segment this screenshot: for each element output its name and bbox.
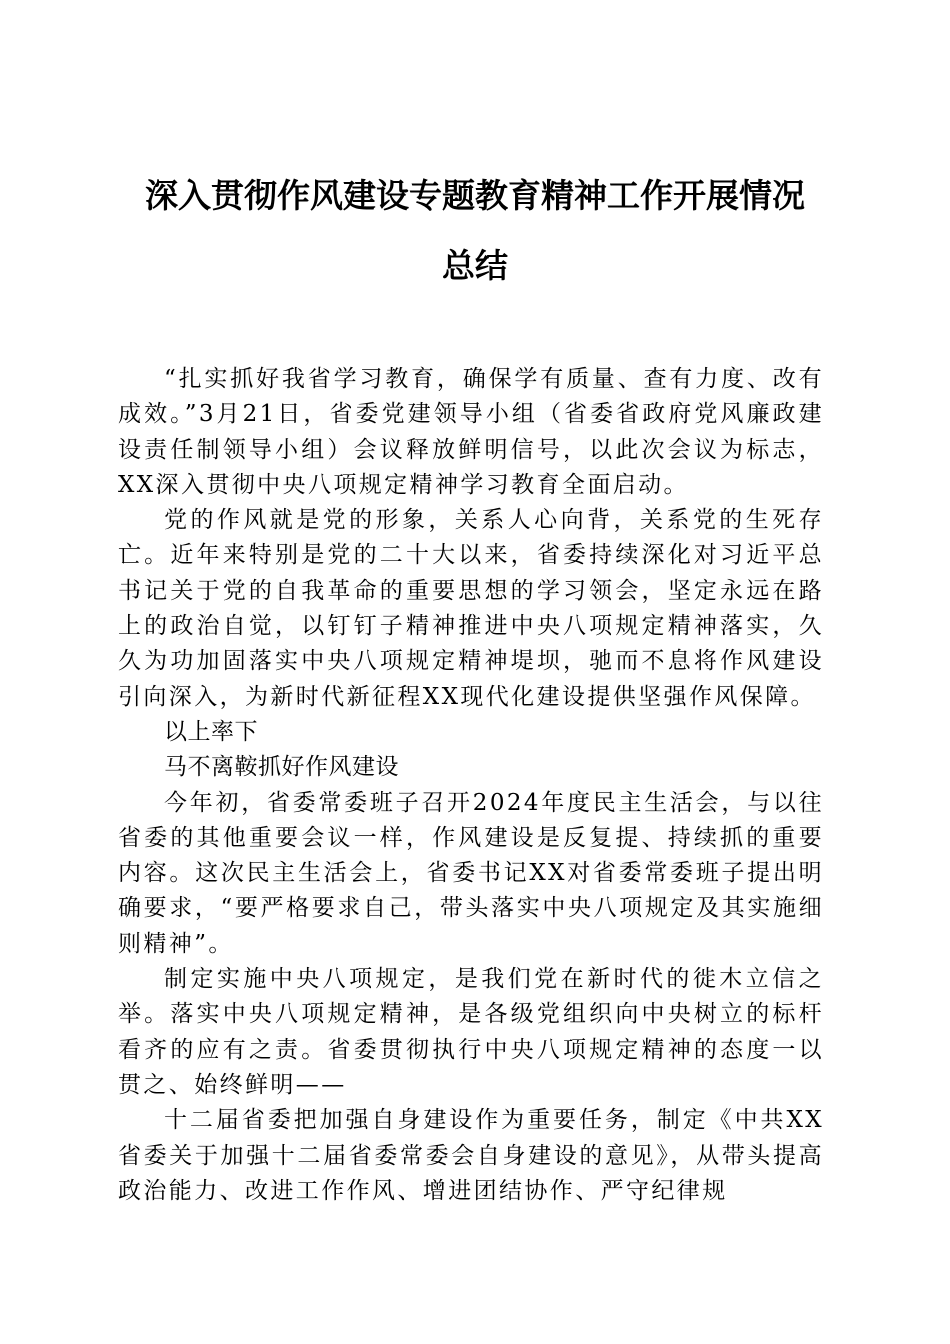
document-title-line-2: 总结 [442, 246, 508, 285]
document-body [118, 362, 824, 1209]
document-title-line-1: 深入贯彻作风建设专题教育精神工作开展情况 [145, 176, 805, 215]
paragraph-style-importance: 党的作风就是党的形象，关系人心向背，关系党的生死存亡。近年来特别是党的二十大以来，省委持续深化对习近平总书记关于党的自我革命的重要思想的学习领会，坚定永远在路上的政治自觉，以钉钉子精神推进中央八项规定精神落实，久久为功加固落实中央八项规定精神堤坝，驰而不息将作风建设引向深入，为新时代新征程XX现代化建设提供坚强作风保障。 [118, 507, 824, 710]
paragraph-eight-rules: 制定实施中央八项规定，是我们党在新时代的徙木立信之举。落实中央八项规定精神，是各级党组织向中央树立的标杆看齐的应有之责。省委贯彻执行中央八项规定精神的态度一以贯之、始终鲜明—— [118, 966, 824, 1098]
subheading-lead-by-example: 以上率下 [164, 718, 258, 745]
subheading-style-building: 马不离鞍抓好作风建设 [164, 754, 399, 781]
paragraph-provincial-committee: 十二届省委把加强自身建设作为重要任务，制定《中共XX省委关于加强十二届省委常委会自身建设的意见》，从带头提高政治能力、改进工作作风、增进团结协作、严守纪律规 [118, 1107, 824, 1204]
paragraph-democratic-life-meeting: 今年初，省委常委班子召开2024年度民主生活会，与以往省委的其他重要会议一样，作风建设是反复提、持续抓的重要内容。这次民主生活会上，省委书记XX对省委常委班子提出明确要求，“要严格要求自己，带头落实中央八项规定及其实施细则精神”。 [118, 789, 824, 957]
paragraph-intro: “扎实抓好我省学习教育，确保学有质量、查有力度、改有成效。”3月21日，省委党建领导小组（省委省政府党风廉政建设责任制领导小组）会议释放鲜明信号，以此次会议为标志，XX深入贯彻中央八项规定精神学习教育全面启动。 [118, 366, 824, 498]
